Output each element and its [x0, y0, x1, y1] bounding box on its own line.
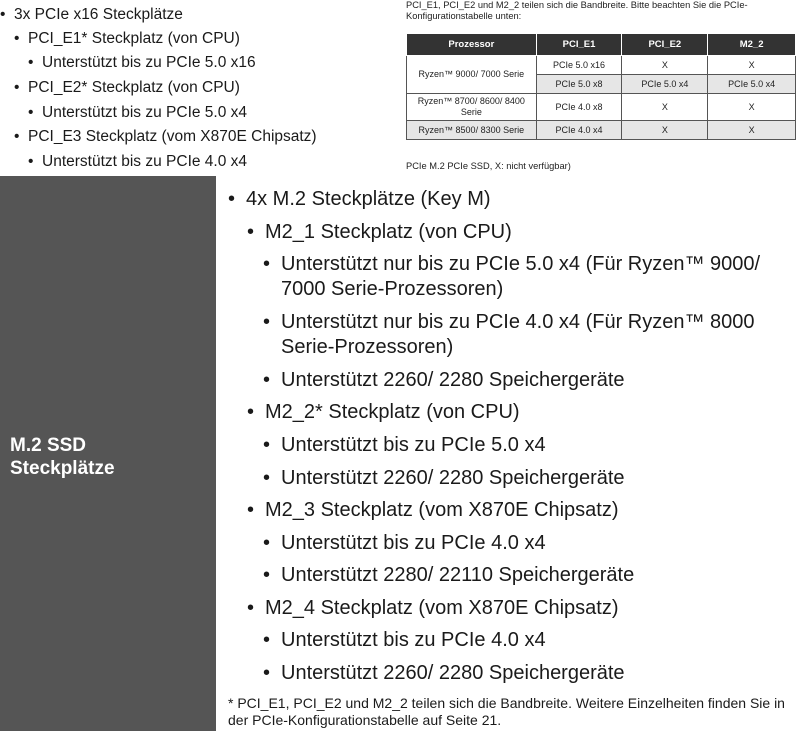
table-cell: PCIe 4.0 x8 — [536, 94, 622, 121]
pcie-config-table — [406, 33, 796, 140]
list-item-text: Unterstützt 2260/ 2280 Speichergeräte — [281, 662, 625, 684]
bullet: • — [247, 597, 255, 619]
header-pci-e1: PCI_E1 — [536, 34, 622, 56]
list-item-text: Unterstützt bis zu PCIe 5.0 x4 — [281, 434, 546, 456]
bullet: • — [263, 629, 271, 651]
list-item — [247, 400, 787, 425]
list-item — [14, 29, 240, 49]
list-item — [228, 187, 788, 212]
list-item — [263, 531, 783, 556]
section-title — [10, 434, 210, 480]
header-processor: Prozessor — [407, 34, 537, 56]
footnote: * PCI_E1, PCI_E2 und M2_2 teilen sich die Bandbreite. Weitere Einzelheiten finden Sie in der PCIe-Konfigurationstabelle auf Seite 21. — [228, 695, 785, 728]
table-cell-processor: Ryzen™ 9000/ 7000 Serie — [407, 56, 537, 94]
list-item-text: PCI_E3 Steckplatz (vom X870E Chipsatz) — [28, 128, 317, 145]
m2-slot-details — [216, 176, 796, 731]
table-cell: X — [708, 94, 796, 121]
bullet: • — [14, 128, 20, 145]
bullet: • — [14, 79, 20, 96]
pcie-slot-list — [0, 0, 400, 180]
bullet: • — [247, 499, 255, 521]
section-title-line: M.2 SSD — [10, 435, 87, 456]
table-row — [407, 94, 796, 121]
list-item-text: M2_3 Steckplatz (vom X870E Chipsatz) — [265, 499, 619, 521]
list-item-text: Unterstützt bis zu PCIe 5.0 x4 — [42, 104, 248, 121]
table-cell-processor: Ryzen™ 8700/ 8600/ 8400 Serie — [407, 94, 537, 121]
list-item — [263, 466, 783, 491]
bullet: • — [247, 221, 255, 243]
list-item-text: Unterstützt 2260/ 2280 Speichergeräte — [281, 467, 625, 489]
bullet: • — [28, 153, 34, 170]
table-header-row — [407, 34, 796, 56]
bullet: • — [263, 311, 271, 333]
table-cell: PCIe 4.0 x4 — [536, 121, 622, 140]
list-item-text: M2_4 Steckplatz (vom X870E Chipsatz) — [265, 597, 619, 619]
list-item-text: 4x M.2 Steckplätze (Key M) — [246, 188, 491, 210]
list-item-text: Unterstützt bis zu PCIe 4.0 x4 — [42, 153, 248, 170]
bullet: • — [263, 564, 271, 586]
bullet: • — [263, 662, 271, 684]
bandwidth-note: PCI_E1, PCI_E2 und M2_2 teilen sich die Bandbreite. Bitte beachten Sie die PCIe-Konfigurationstabelle unten: — [406, 0, 748, 21]
list-item — [14, 127, 317, 147]
bullet: • — [263, 434, 271, 456]
list-item — [28, 103, 247, 123]
list-item-text: M2_1 Steckplatz (von CPU) — [265, 221, 512, 243]
bullet: • — [228, 188, 236, 210]
list-item-text: Unterstützt bis zu PCIe 4.0 x4 — [281, 629, 546, 651]
table-cell: X — [622, 121, 708, 140]
section-label-panel — [0, 176, 216, 731]
bullet: • — [28, 54, 34, 71]
bullet: • — [28, 104, 34, 121]
bullet: • — [263, 253, 271, 275]
table-row — [407, 56, 796, 75]
bullet: • — [263, 369, 271, 391]
list-item-text: 3x PCIe x16 Steckplätze — [14, 6, 183, 23]
table-cell: PCIe 5.0 x4 — [708, 75, 796, 94]
list-item-text: M2_2* Steckplatz (von CPU) — [265, 401, 520, 423]
list-item — [263, 563, 783, 588]
bullet: • — [263, 467, 271, 489]
list-item — [247, 498, 787, 523]
list-item-text: Unterstützt nur bis zu PCIe 4.0 x4 (Für Ryzen™ 8000 Serie-Prozessoren) — [281, 311, 755, 358]
list-item-text: Unterstützt nur bis zu PCIe 5.0 x4 (Für Ryzen™ 9000/ 7000 Serie-Prozessoren) — [281, 253, 761, 300]
bullet: • — [247, 401, 255, 423]
table-cell: PCIe 5.0 x8 — [536, 75, 622, 94]
list-item — [28, 152, 247, 172]
table-cell: PCIe 5.0 x16 — [536, 56, 622, 75]
table-cell: X — [708, 56, 796, 75]
header-m2-2: M2_2 — [708, 34, 796, 56]
bullet: • — [0, 6, 6, 23]
list-item — [263, 252, 783, 302]
table-footer-note: PCIe M.2 PCIe SSD, X: nicht verfügbar) — [406, 161, 571, 171]
list-item — [263, 661, 783, 686]
list-item-text: Unterstützt bis zu PCIe 4.0 x4 — [281, 532, 546, 554]
table-cell: X — [622, 56, 708, 75]
list-item — [263, 628, 783, 653]
table-row — [407, 121, 796, 140]
list-item-text: Unterstützt 2280/ 22110 Speichergeräte — [281, 564, 635, 586]
list-item-text: PCI_E1* Steckplatz (von CPU) — [28, 30, 240, 47]
list-item-text: Unterstützt bis zu PCIe 5.0 x16 — [42, 54, 256, 71]
bullet: • — [263, 532, 271, 554]
list-item — [0, 5, 183, 25]
list-item — [263, 433, 783, 458]
list-item — [263, 310, 783, 360]
bullet: • — [14, 30, 20, 47]
table-cell-processor: Ryzen™ 8500/ 8300 Serie — [407, 121, 537, 140]
list-item-text: Unterstützt 2260/ 2280 Speichergeräte — [281, 369, 625, 391]
list-item — [247, 596, 787, 621]
list-item — [263, 368, 783, 393]
list-item — [28, 53, 256, 73]
table-cell: X — [622, 94, 708, 121]
list-item — [14, 78, 240, 98]
section-title-line: Steckplätze — [10, 458, 115, 479]
table-cell: X — [708, 121, 796, 140]
list-item — [247, 220, 787, 245]
table-cell: PCIe 5.0 x4 — [622, 75, 708, 94]
header-pci-e2: PCI_E2 — [622, 34, 708, 56]
list-item-text: PCI_E2* Steckplatz (von CPU) — [28, 79, 240, 96]
